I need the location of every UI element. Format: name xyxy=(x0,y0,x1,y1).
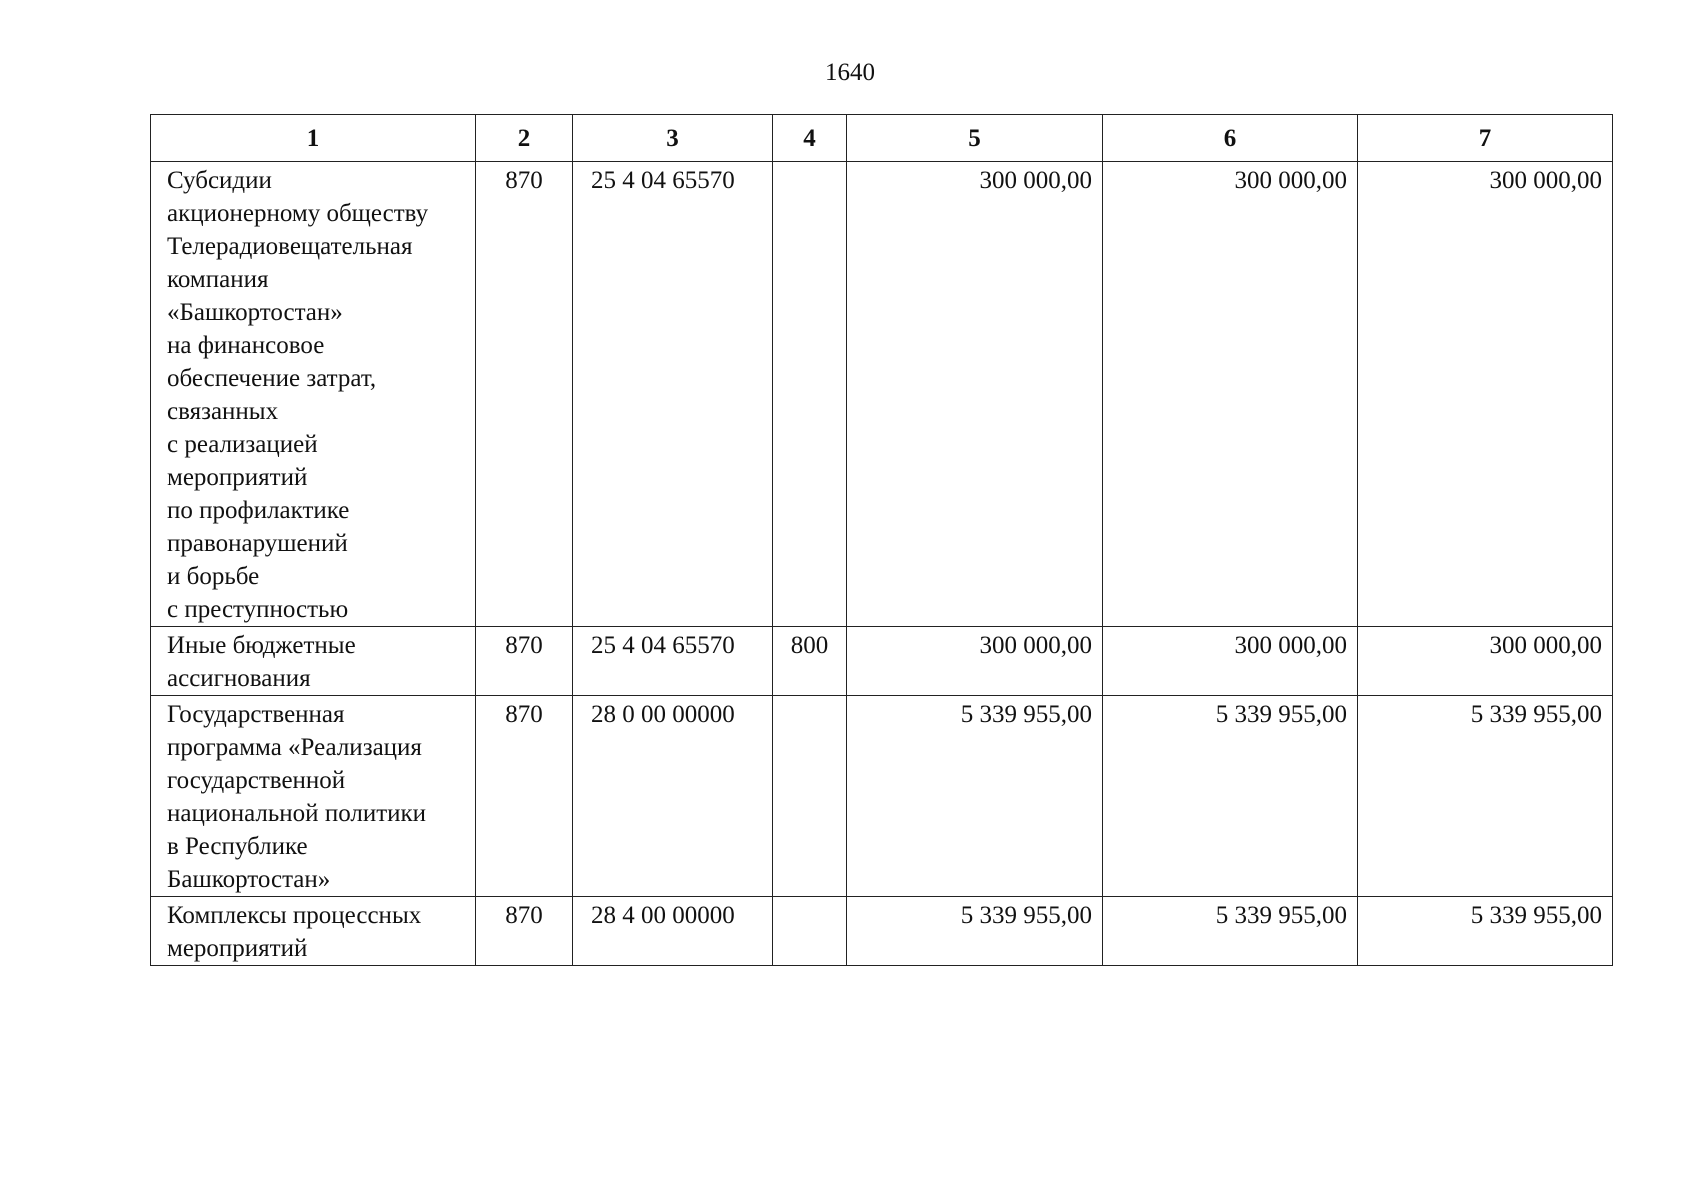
table-header-row xyxy=(151,115,1613,162)
page-number: 1640 xyxy=(825,59,875,86)
row-name: Государственная программа «Реализация государственной национальной политики в Республике Башкортостан» xyxy=(151,696,476,897)
column-header-3: 3 xyxy=(573,115,773,162)
column-header-7: 7 xyxy=(1358,115,1613,162)
row-amount-2: 5 339 955,00 xyxy=(1103,897,1358,966)
row-amount-3: 5 339 955,00 xyxy=(1358,696,1613,897)
row-name: Иные бюджетные ассигнования xyxy=(151,627,476,696)
row-amount-2: 300 000,00 xyxy=(1103,627,1358,696)
row-target-code: 25 4 04 65570 xyxy=(573,162,773,627)
row-amount-1: 5 339 955,00 xyxy=(847,696,1103,897)
row-amount-2: 300 000,00 xyxy=(1103,162,1358,627)
row-target-code: 28 4 00 00000 xyxy=(573,897,773,966)
row-name: Комплексы процессных мероприятий xyxy=(151,897,476,966)
row-amount-3: 5 339 955,00 xyxy=(1358,897,1613,966)
row-expense-code: 800 xyxy=(773,627,847,696)
row-expense-code xyxy=(773,162,847,627)
row-ministry-code: 870 xyxy=(476,627,573,696)
column-header-1: 1 xyxy=(151,115,476,162)
table-row xyxy=(151,627,1613,696)
row-ministry-code: 870 xyxy=(476,897,573,966)
row-amount-1: 300 000,00 xyxy=(847,162,1103,627)
budget-table xyxy=(150,114,1613,966)
column-header-2: 2 xyxy=(476,115,573,162)
row-amount-3: 300 000,00 xyxy=(1358,627,1613,696)
table-row xyxy=(151,696,1613,897)
column-header-4: 4 xyxy=(773,115,847,162)
row-amount-2: 5 339 955,00 xyxy=(1103,696,1358,897)
row-expense-code xyxy=(773,696,847,897)
table-row xyxy=(151,897,1613,966)
row-ministry-code: 870 xyxy=(476,162,573,627)
row-amount-1: 5 339 955,00 xyxy=(847,897,1103,966)
row-target-code: 28 0 00 00000 xyxy=(573,696,773,897)
row-amount-3: 300 000,00 xyxy=(1358,162,1613,627)
row-amount-1: 300 000,00 xyxy=(847,627,1103,696)
row-name: Субсидии акционерному обществу Телерадиовещательная компания «Башкортостан» на финансовое обеспечение затрат, связанных с реализацией мероприятий по профилактике правонарушений и борьбе с преступностью xyxy=(151,162,476,627)
row-target-code: 25 4 04 65570 xyxy=(573,627,773,696)
column-header-6: 6 xyxy=(1103,115,1358,162)
row-ministry-code: 870 xyxy=(476,696,573,897)
column-header-5: 5 xyxy=(847,115,1103,162)
row-expense-code xyxy=(773,897,847,966)
table-row xyxy=(151,162,1613,627)
